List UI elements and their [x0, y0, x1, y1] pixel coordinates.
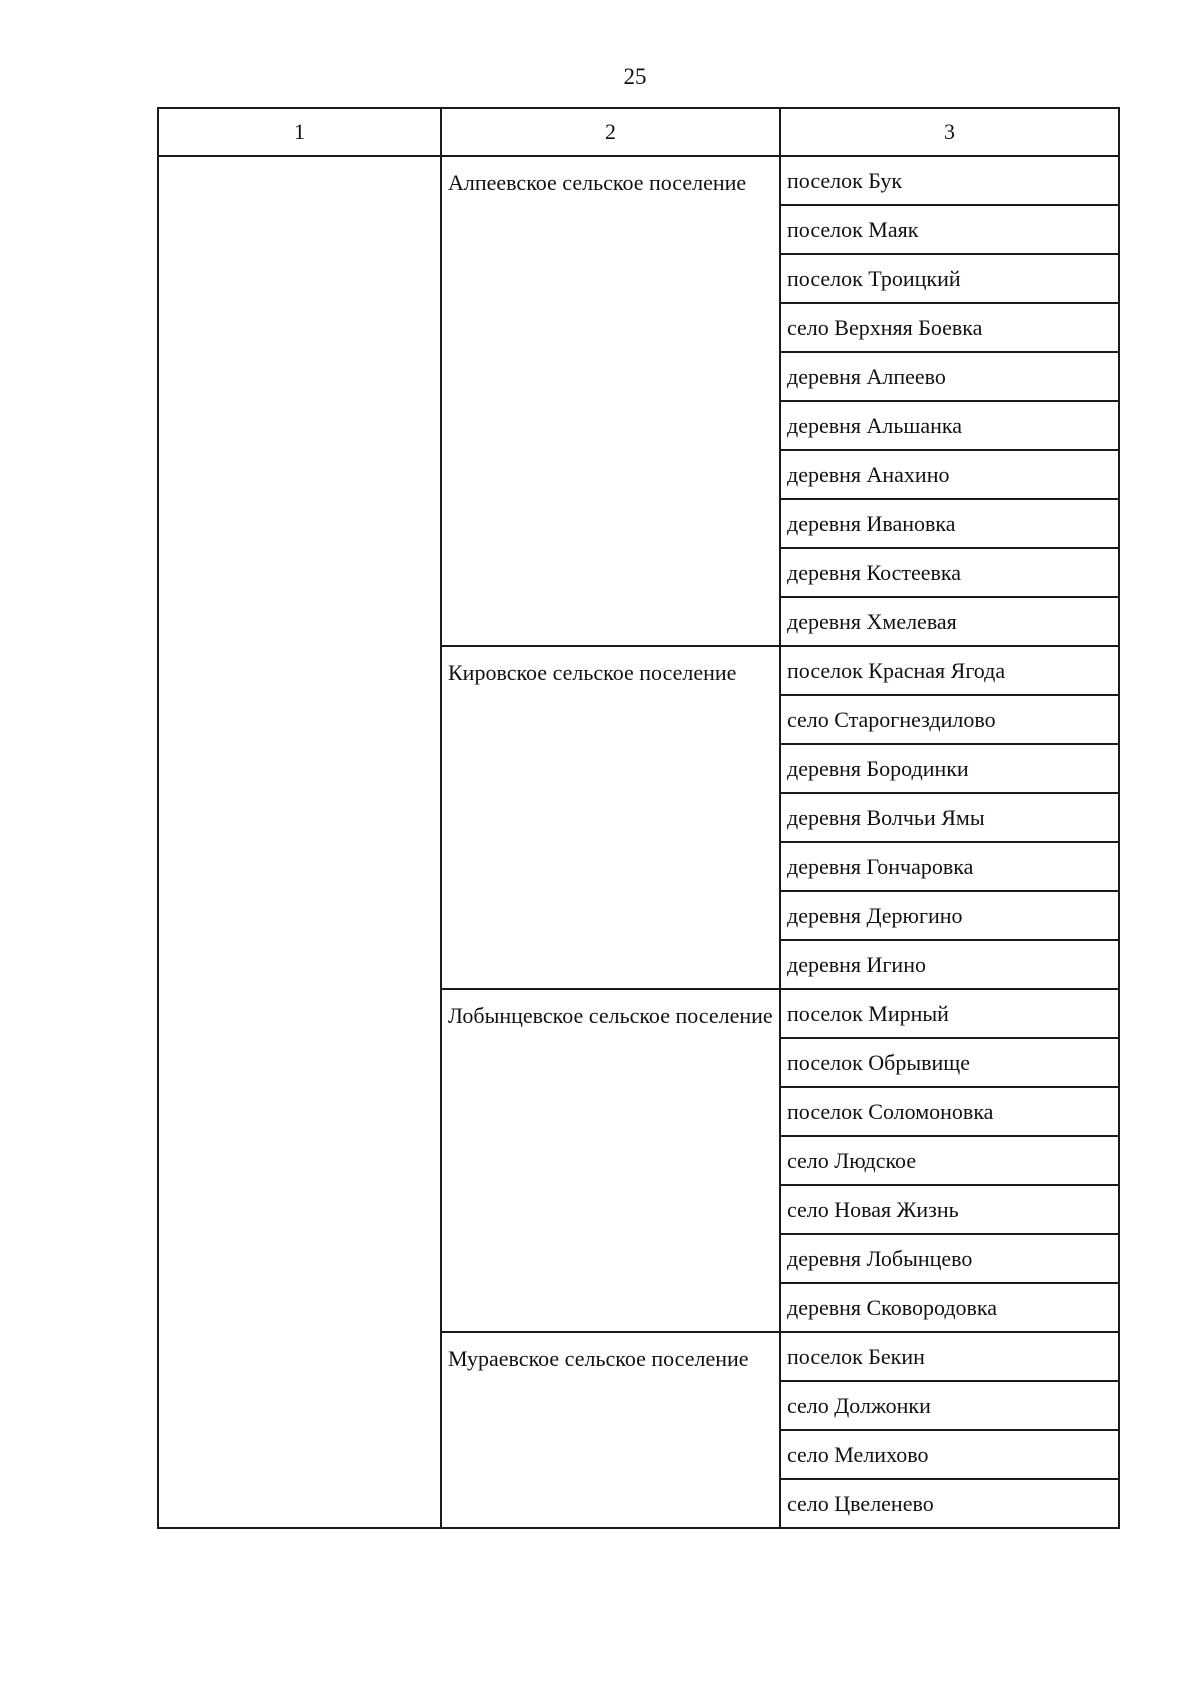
locality-name: село Мелихово — [780, 1430, 1119, 1479]
locality-name: деревня Сковородовка — [780, 1283, 1119, 1332]
header-row — [158, 108, 1119, 156]
locality-name: деревня Анахино — [780, 450, 1119, 499]
locality-name: деревня Гончаровка — [780, 842, 1119, 891]
locality-name: село Старогнездилово — [780, 695, 1119, 744]
locality-name: поселок Соломоновка — [780, 1087, 1119, 1136]
locality-name: поселок Бекин — [780, 1332, 1119, 1381]
locality-name: поселок Красная Ягода — [780, 646, 1119, 695]
locality-name: поселок Мирный — [780, 989, 1119, 1038]
locality-name: деревня Альшанка — [780, 401, 1119, 450]
settlements-table — [157, 107, 1120, 1529]
locality-name: деревня Бородинки — [780, 744, 1119, 793]
locality-name: деревня Ивановка — [780, 499, 1119, 548]
locality-name: деревня Костеевка — [780, 548, 1119, 597]
table-row — [158, 156, 1119, 205]
locality-name: село Должонки — [780, 1381, 1119, 1430]
locality-name: деревня Алпеево — [780, 352, 1119, 401]
locality-name: поселок Маяк — [780, 205, 1119, 254]
settlement-name: Лобынцевское сельское поселение — [441, 989, 780, 1332]
column-header-2: 2 — [441, 108, 780, 156]
locality-name: деревня Лобынцево — [780, 1234, 1119, 1283]
locality-name: село Новая Жизнь — [780, 1185, 1119, 1234]
locality-name: поселок Бук — [780, 156, 1119, 205]
settlement-name: Алпеевское сельское поселение — [441, 156, 780, 646]
locality-name: село Цвеленево — [780, 1479, 1119, 1528]
column-header-1: 1 — [158, 108, 441, 156]
page-number: 25 — [623, 64, 647, 89]
table-body — [158, 108, 1119, 1528]
column-header-3: 3 — [780, 108, 1119, 156]
locality-name: деревня Хмелевая — [780, 597, 1119, 646]
locality-name: поселок Троицкий — [780, 254, 1119, 303]
locality-name: деревня Волчьи Ямы — [780, 793, 1119, 842]
locality-name: поселок Обрывище — [780, 1038, 1119, 1087]
locality-name: деревня Игино — [780, 940, 1119, 989]
column-1-cell — [158, 156, 441, 1528]
settlement-name: Кировское сельское поселение — [441, 646, 780, 989]
settlement-name: Мураевское сельское поселение — [441, 1332, 780, 1528]
locality-name: село Людское — [780, 1136, 1119, 1185]
locality-name: село Верхняя Боевка — [780, 303, 1119, 352]
locality-name: деревня Дерюгино — [780, 891, 1119, 940]
